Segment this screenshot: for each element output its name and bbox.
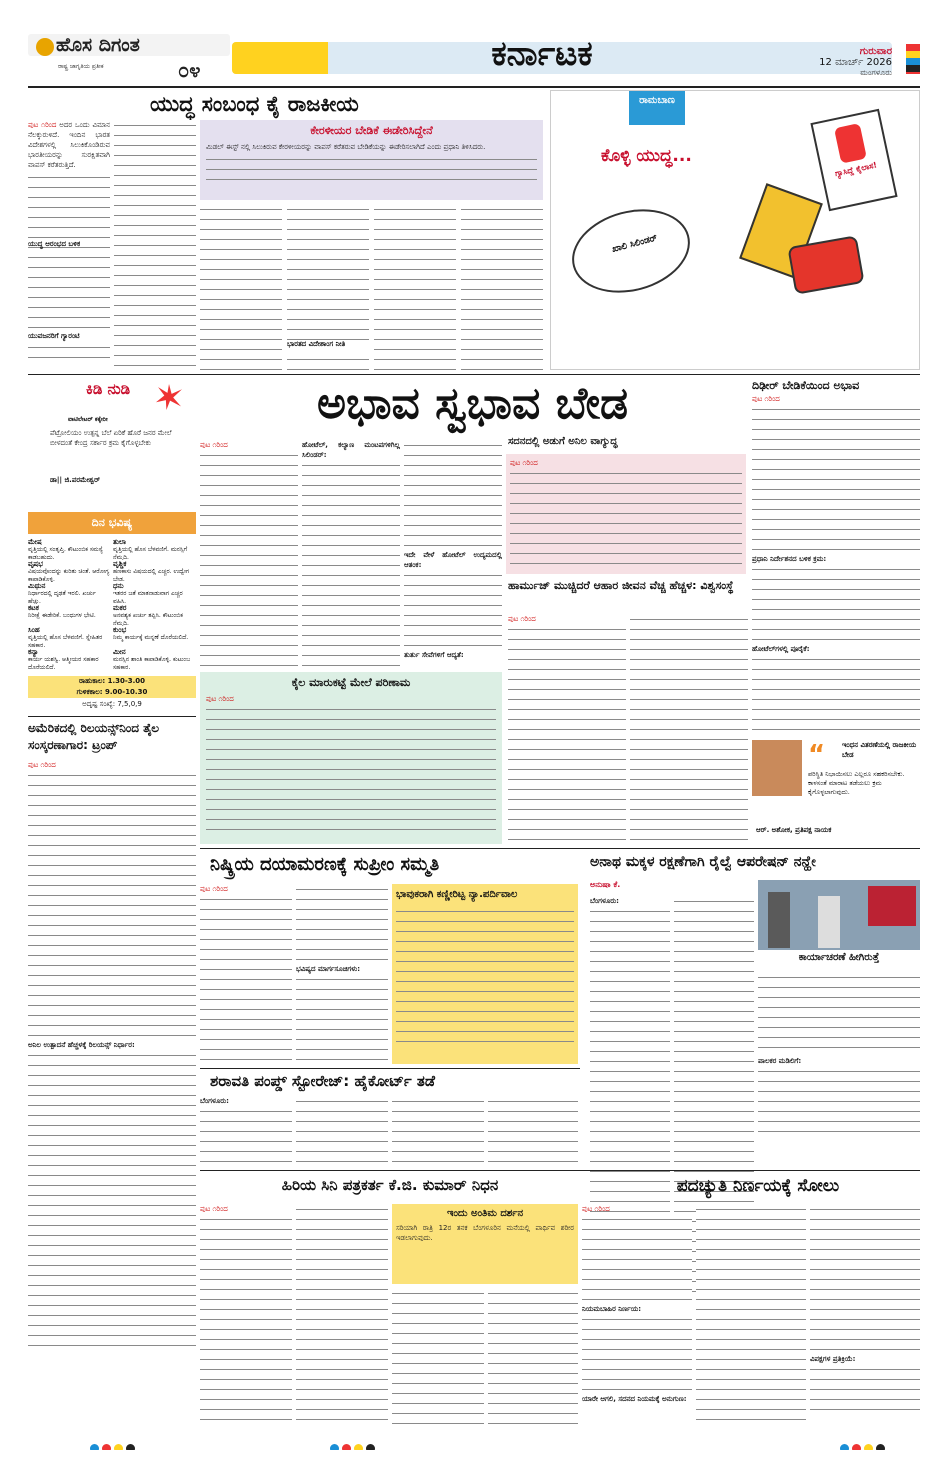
didhir-tag: ಪುಟ ೧ರಿಂದ: [752, 395, 780, 403]
hormuz-tag: ಪುಟ ೧ರಿಂದ: [508, 615, 536, 623]
print-marks-right: [840, 1438, 900, 1450]
bubble-text: ಖಾಲಿ ಸಿಲಿಂಡರ್: [610, 233, 659, 256]
photo-person: [768, 892, 790, 948]
anatha-byline: ಅನುಷಾ ಕೆ.: [590, 880, 621, 889]
quote-box: [752, 736, 920, 844]
pull-title: ಕೇರಳೀಯರ ಬೇಡಿಕೆ ಈಡೇರಿಸಿದ್ದೇನೆ: [310, 124, 433, 137]
sharavathi-col1: [200, 1096, 292, 1166]
kidi-title: ಕಿಡಿ ನುಡಿ: [85, 380, 131, 398]
logo-text: ಹೊಸ ದಿಗಂತ: [56, 34, 140, 56]
section-title: ಕರ್ನಾಟಕ: [491, 34, 593, 74]
lead-headline: ಯುದ್ಧ ಸಂಬಂಧ ಕೈ ರಾಜಕೀಯ: [150, 92, 359, 116]
kumar-box-title: ಇಂದು ಅಂತಿಮ ದರ್ಶನ: [446, 1208, 524, 1219]
didhir-headline: ದಿಢೀರ್ ಬೇಡಿಕೆಯಿಂದ ಅಭಾವ: [752, 379, 860, 392]
color-bar: [906, 44, 920, 74]
sign-name: ಕಟಕ: [28, 604, 39, 612]
kidi-quote: ಪೆಟ್ರೋಲಿಯಂ ಉತ್ಪನ್ನ ಬೆಲೆ ಏರಿಕೆ ಹೊರೆ ಜನರ ಮೇಲೆ ಬೀಳದಂತೆ ಕೇಂದ್ರ ಸರ್ಕಾರ ಕ್ರಮ ಕೈಗೊಳ್ಳಬೇಕು: [50, 429, 172, 447]
row-rule-3: [200, 1068, 580, 1069]
nishkriya-col1: [200, 884, 292, 1064]
nishkriya-box-title: ಭಾವುಕರಾಗಿ ಕಣ್ಣೀರಿಟ್ಟ ನ್ಯಾ.ಪರ್ದಿವಾಲ: [396, 889, 518, 900]
gulika: ಗುಳಿಕಕಾಲ: 9.00-10.30: [76, 688, 148, 696]
masthead-rule: [28, 86, 920, 88]
day: ಗುರುವಾರ: [859, 46, 892, 57]
sign-text: ಕಾರ್ಯ ಯಶಸ್ವಿ. ಆತ್ಮೀಯರ ಸಹಕಾರ ದೊರೆಯಲಿದೆ.: [28, 656, 99, 670]
sign-name: ಧನು: [113, 582, 124, 590]
anatha-place: ಬೆಂಗಳೂರು:: [590, 897, 619, 905]
photo-person: [818, 896, 840, 948]
quote-icon: “: [808, 740, 826, 766]
kumar-col3: [392, 1288, 484, 1424]
date: 12 ಮಾರ್ಚ್ 2026: [819, 57, 892, 68]
nishkriya-box: [392, 884, 578, 1064]
anatha-box-text: [758, 972, 920, 1052]
lead-tag: ಪುಟ ೧ರಿಂದ: [28, 121, 57, 129]
abhava-headline: ಅಭಾವ ಸ್ವಭಾವ ಬೇಡ: [316, 378, 629, 429]
lead-pull-box: [200, 120, 543, 200]
photo-board: [868, 886, 916, 926]
kidi-attrib: ಡಾ|| ಜಿ.ಪರಮೇಶ್ವರ್: [50, 476, 101, 484]
cartoon-sign: [810, 109, 897, 212]
sign-text: ನಿರೀಕ್ಷೆ ಈಡೇರಿಕೆ. ಬಂಧುಗಳ ಭೇಟಿ.: [28, 612, 96, 619]
horoscope-grid: [28, 538, 196, 672]
oil-sub: ಅನಿಲ ಉತ್ಪಾದನೆ ಹೆಚ್ಚಳಕ್ಕೆ ರಿಲಯನ್ಸ್ ನಿರ್ಧಾರ:: [28, 1041, 135, 1049]
sharavathi-col4: [488, 1096, 578, 1166]
kumar-col2: [296, 1204, 388, 1424]
lead-sub2: ಯುವಜನರಿಗೆ ಗ್ಯಾರಂಟಿ: [28, 332, 110, 342]
horoscope-sign: [113, 538, 195, 560]
gas-cylinder-icon: [834, 123, 867, 164]
pada-col1: [582, 1204, 692, 1424]
section-accent: [232, 42, 328, 74]
anatha-headline: ಅನಾಥ ಮಕ್ಕಳ ರಕ್ಷಣೆಗಾಗಿ ರೈಲ್ವೆ ಆಪರೇಷನ್ ನನ್ಹೇ: [590, 854, 816, 870]
horoscope-sign: [28, 626, 110, 648]
sign-name: ಮಕರ: [113, 604, 127, 612]
pull-text: ಮಿಡಲ್ ಈಸ್ಟ್ ನಲ್ಲಿ ಸಿಲುಕಿರುವ ಕೇರಳೀಯರನ್ನು ವಾಪಸ್ ಕರೆತರುವ ಬೇಡಿಕೆಯನ್ನು ಈಡೇರಿಸಲಾಗಿದೆ ಎಂದು ಪ್ರಧಾನಿ ತಿಳಿಸಿದರು.: [206, 143, 486, 151]
horoscope-sign: [28, 648, 110, 670]
lead-col2: [114, 120, 196, 370]
logo-tagline: ರಾಷ್ಟ್ರ ಜಾಗೃತಿಯ ಪ್ರತೀಕ: [58, 63, 104, 70]
kumar-box-text: ಸರಿಯಾಗಿ ರಾತ್ರಿ 12ರ ತನಕ ಬೆಂಗಳೂರಿನ ಮನೆಯಲ್ಲಿ ಪಾರ್ಥಿವ ಶರೀರ ಇಡಲಾಗುವುದು.: [396, 1224, 574, 1242]
nishkriya-col2: [296, 884, 388, 1064]
pada-sub1: ನಿಯಮಬಾಹಿರ ನಿರ್ಣಯ:: [582, 1305, 642, 1313]
sharavathi-col3: [392, 1096, 484, 1166]
sharavathi-place: ಬೆಂಗಳೂರು:: [200, 1097, 229, 1105]
sharavathi-col2: [296, 1096, 388, 1166]
ship-tag: ಪುಟ ೧ರಿಂದ: [206, 695, 234, 703]
quote-head: ಇಂಧನ ವಿತರಣೆಯಲ್ಲಿ ರಾಜಕೀಯ ಬೇಡ: [842, 741, 917, 759]
lead-col6: [461, 204, 543, 370]
hormuz-col1: [508, 614, 626, 844]
sign-name: ಮೇಷ: [28, 538, 42, 546]
hormuz-headline: ಹಾರ್ಮುಜ್ ಮುಚ್ಚಿದರೆ ಆಹಾರ ಜೀವನ ವೆಚ್ಚ ಹೆಚ್ಚಳ: ವಿಶ್ವಸಂಸ್ಥೆ: [508, 579, 734, 592]
abhava-k2: ಇದೇ ವೇಳೆ ಹೋಟೆಲ್ ಉದ್ಯಮದಲ್ಲಿ ಆತಂಕ:: [404, 551, 502, 569]
lead-sub3: ಭಾರತದ ವಿದೇಶಾಂಗ ನೀತಿ: [287, 340, 369, 350]
kidi-box: [28, 378, 196, 510]
sign-name: ಸಿಂಹ: [28, 626, 40, 634]
sign-text: ನಿರ್ಧಾರದಲ್ಲಿ ದೃಢತೆ ಇರಲಿ. ಖರ್ಚು ಹೆಚ್ಚು.: [28, 590, 96, 604]
kumar-tag: ಪುಟ ೧ರಿಂದ: [200, 1205, 228, 1213]
sign-name: ಕನ್ಯಾ: [28, 648, 39, 656]
sign-name: ಕುಂಭ: [113, 626, 127, 634]
sign-text: ವೃತ್ತಿಯಲ್ಲಿ ಸಂತೃಪ್ತಿ. ಕೌಟುಂಬಿಕ ಸಮಸ್ಯೆ ಕಾಡಬಹುದು.: [28, 546, 103, 560]
horoscope-sign: [28, 560, 110, 582]
print-marks-center: [330, 1438, 390, 1450]
sign-name: ಮಿಥುನ: [28, 582, 46, 590]
ship-headline: ಕೈಲ ಮಾರುಕಟ್ಟೆ ಮೇಲೆ ಪರಿಣಾಮ: [291, 676, 411, 689]
row-rule-2: [200, 848, 920, 849]
spark-icon: [156, 384, 182, 410]
didhir-k1: ಪ್ರಧಾನಿ ನಿರ್ದೇಶನದ ಬಳಿಕ ಕ್ರಮ:: [752, 555, 827, 563]
cartoon-panel: [550, 90, 920, 370]
quote-by: ಆರ್. ಅಶೋಕ, ಪ್ರತಿಪಕ್ಷ ನಾಯಕ: [756, 826, 832, 834]
sadana-tag: ಪುಟ ೧ರಿಂದ: [510, 459, 538, 467]
nishkriya-headline: ನಿಷ್ಕ್ರಿಯ ದಯಾಮರಣಕ್ಕೆ ಸುಪ್ರೀಂ ಸಮ್ಮತಿ: [210, 854, 440, 875]
kidi-speaker: ವಾಟಿಲೇಟರ್ ಕಕ್ಕೇರೀ: [68, 416, 108, 423]
sign-text: ಇತರರ ಜತೆ ಮಾತನಾಡುವಾಗ ಎಚ್ಚರ ವಹಿಸಿ.: [113, 590, 183, 604]
padachyuti-tag: ಪುಟ ೧ರಿಂದ: [582, 1205, 610, 1213]
sign-name: ತುಲಾ: [113, 538, 126, 546]
abhava-k1: ಹೋಟೆಲ್, ಕಲ್ಯಾಣ ಮಂಟಪಗಳಿಗಿಲ್ಲ ಸಿಲಿಂಡರ್:: [302, 441, 400, 459]
hormuz-col2: [630, 614, 748, 844]
rahukala: ರಾಹುಕಾಲ: 1.30-3.00: [78, 677, 146, 685]
sign-text: ವಿಷಯವೊಂದನ್ನು ಕುರಿತು ಚಿಂತೆ. ಆರೋಗ್ಯ ಕಾಪಾಡಿಕೊಳ್ಳಿ.: [28, 568, 110, 582]
cartoon-caption: ಕೊಳ್ಳಿ ಯುದ್ಧ...: [601, 146, 692, 166]
didhir-k2: ಹೋಟೆಲ್‌ಗಳಲ್ಲಿ ಪೂರೈಕೆ:: [752, 645, 810, 653]
lead-sub1: ಯುದ್ಧ ಆರಂಭದ ಬಳಿಕ: [28, 240, 81, 248]
abhava-k3: ತುರ್ತು ಸೇವೆಗಳಿಗೆ ಆದ್ಯತೆ:: [404, 651, 464, 659]
horoscope-sign: [28, 604, 110, 626]
sadana-headline: ಸದನದಲ್ಲಿ ಅಡುಗೆ ಅನಿಲ ವಾಗ್ಯುದ್ಧ: [508, 436, 618, 447]
sign-text: ಹಣಕಾಸು ವಿಷಯದಲ್ಲಿ ಎಚ್ಚರ. ಉದ್ವೇಗ ಬೇಡ.: [113, 568, 190, 582]
horoscope-sign: [113, 604, 195, 626]
abhava-col3: [404, 440, 502, 670]
nishkriya-sub: ಭವಿಷ್ಯದ ಮಾರ್ಗಸೂಚಿಗಳು:: [296, 965, 361, 973]
sign-name: ವೃಷಭ: [28, 560, 43, 568]
oil-headline: ಅಮೆರಿಕದಲ್ಲಿ ರಿಲಯನ್ಸ್‌ನಿಂದ ತೈಲ ಸಂಸ್ಕರಣಾಗಾರ: ಟ್ರಂಪ್: [28, 721, 159, 752]
padachyuti-headline: ಪದಚ್ಯುತಿ ನಿರ್ಣಯಕ್ಕೆ ಸೋಲು: [676, 1176, 840, 1196]
horoscope-title: ದಿನ ಭವಿಷ್ಯ: [28, 512, 196, 534]
row-rule-4: [200, 1170, 920, 1171]
sign-text: ಅನವಶ್ಯಕ ಖರ್ಚು ತಪ್ಪಿಸಿ. ಕೌಟುಂಬಿಕ ನೆಮ್ಮದಿ.: [113, 612, 183, 626]
nishkriya-tag: ಪುಟ ೧ರಿಂದ: [200, 885, 228, 893]
row-rule-1: [28, 374, 920, 375]
quote-text: ಪರಿಸ್ಥಿತಿ ನಿಭಾಯಿಸಲು ಎಲ್ಲರೂ ಸಹಕರಿಸಬೇಕು. ಕಾಳಸಂತೆ ಮಾರಾಟ ತಡೆಯಲು ಕ್ರಮ ಕೈಗೊಳ್ಳಲಾಗುವುದು.: [808, 770, 905, 796]
sign-text: ವೃತ್ತಿಯಲ್ಲಿ ಹೊಸ ಬೆಳವಣಿಗೆ. ಮನಸ್ಸಿಗೆ ನೆಮ್ಮದಿ.: [113, 546, 188, 560]
cartoon-column: ರಾಮಬಾಣ: [629, 91, 685, 125]
sign-text: ವೃತ್ತಿಯಲ್ಲಿ ಹೊಸ ಬೆಳವಣಿಗೆ. ಸ್ನೇಹಿತರ ಸಹಕಾರ.: [28, 634, 103, 648]
sign-text: ಗ್ಯಾಸಿದ್ದೆ ಕೈಲಾಸ!: [834, 160, 878, 179]
side-rule: [28, 716, 196, 717]
anatha-stat-head: ಪಾಲಕರ ಮಡಿಲಿಗೆ:: [758, 1057, 802, 1065]
sign-text: ಮನಸ್ಸಿನ ಶಾಂತಿ ಕಾಪಾಡಿಕೊಳ್ಳಿ. ಕುಟುಂಬ ಸಹಕಾರ.: [113, 656, 191, 670]
kumar-col1: [200, 1204, 292, 1424]
horoscope-sign: [28, 538, 110, 560]
ashoka-photo: [752, 740, 802, 796]
horoscope-sign: [113, 648, 195, 670]
sign-name: ವೃಶ್ಚಿಕ: [113, 560, 127, 568]
kumar-col4: [488, 1288, 578, 1424]
pada-col3: [810, 1204, 920, 1424]
lamp-icon: [36, 38, 54, 56]
city: ಮಂಗಳೂರು: [860, 68, 892, 77]
oil-body: [28, 760, 196, 1350]
horoscope-sign: [28, 582, 110, 604]
railway-photo: [758, 880, 920, 950]
abhava-col1: [200, 440, 298, 670]
horoscope-sign: [113, 560, 195, 582]
masthead-logo: [28, 34, 230, 84]
page-number: ೦೪: [178, 58, 201, 82]
anatha-box-title: ಕಾರ್ಯಾಚರಣೆ ಹೀಗಿರುತ್ತೆ: [798, 952, 880, 963]
lead-text: ಅದರ ಒಂದು ವಿಮಾನ ನೆಲಕ್ಕುರುಳಿದೆ. ಇಂದಿನ ಭಾರತ ವಿದೇಶಗಳಲ್ಲಿ ಸಿಲುಕಿಕೊಂಡಿರುವ ಭಾರತೀಯರನ್ನು ಸುರಕ್ಷಿತವಾಗಿ ವಾಪಸ್ ಕರೆತರುತ್ತಿದೆ.: [28, 121, 110, 169]
horoscope-sign: [113, 582, 195, 604]
abhava-col2: [302, 440, 400, 670]
print-marks-left: [90, 1438, 150, 1450]
horoscope-sign: [113, 626, 195, 648]
pada-sub2: ಯಾರೇ ಆಗಲಿ, ಸದನದ ನಿಯಮಕ್ಕೆ ಅನುಗುಣ:: [582, 1395, 687, 1403]
sadana-box: [506, 454, 746, 574]
oil-tag: ಪುಟ ೧ರಿಂದ: [28, 761, 56, 769]
lucky-number: ಅದೃಷ್ಟ ಸಂಖ್ಯೆ: 7,5,0,9: [82, 700, 142, 708]
lead-col3: [200, 204, 282, 370]
sign-name: ಮೀನ: [113, 648, 126, 656]
kala-box: [28, 676, 196, 698]
sharavathi-headline: ಶರಾವತಿ ಪಂಪ್ಡ್ ಸ್ಟೋರೇಜ್: ಹೈಕೋರ್ಟ್ ತಡೆ: [210, 1072, 435, 1090]
abhava-tag: ಪುಟ ೧ರಿಂದ: [200, 441, 228, 449]
sign-text: ನಿಮ್ಮ ಕಾರ್ಯಕ್ಕೆ ಮನ್ನಣೆ ದೊರೆಯಲಿದೆ.: [113, 634, 189, 641]
lead-col5: [374, 204, 456, 370]
pada-col2: [696, 1204, 806, 1424]
pada-sub3: ವಿಪಕ್ಷಗಳ ಪ್ರತಿಕ್ರಿಯೆ:: [810, 1355, 856, 1363]
ship-box: [200, 672, 502, 844]
dateline: [800, 46, 892, 86]
kumar-headline: ಹಿರಿಯ ಸಿನಿ ಪತ್ರಕರ್ತ ಕೆ.ಜಿ. ಕುಮಾರ್ ನಿಧನ: [281, 1176, 499, 1194]
kumar-box: [392, 1204, 578, 1284]
